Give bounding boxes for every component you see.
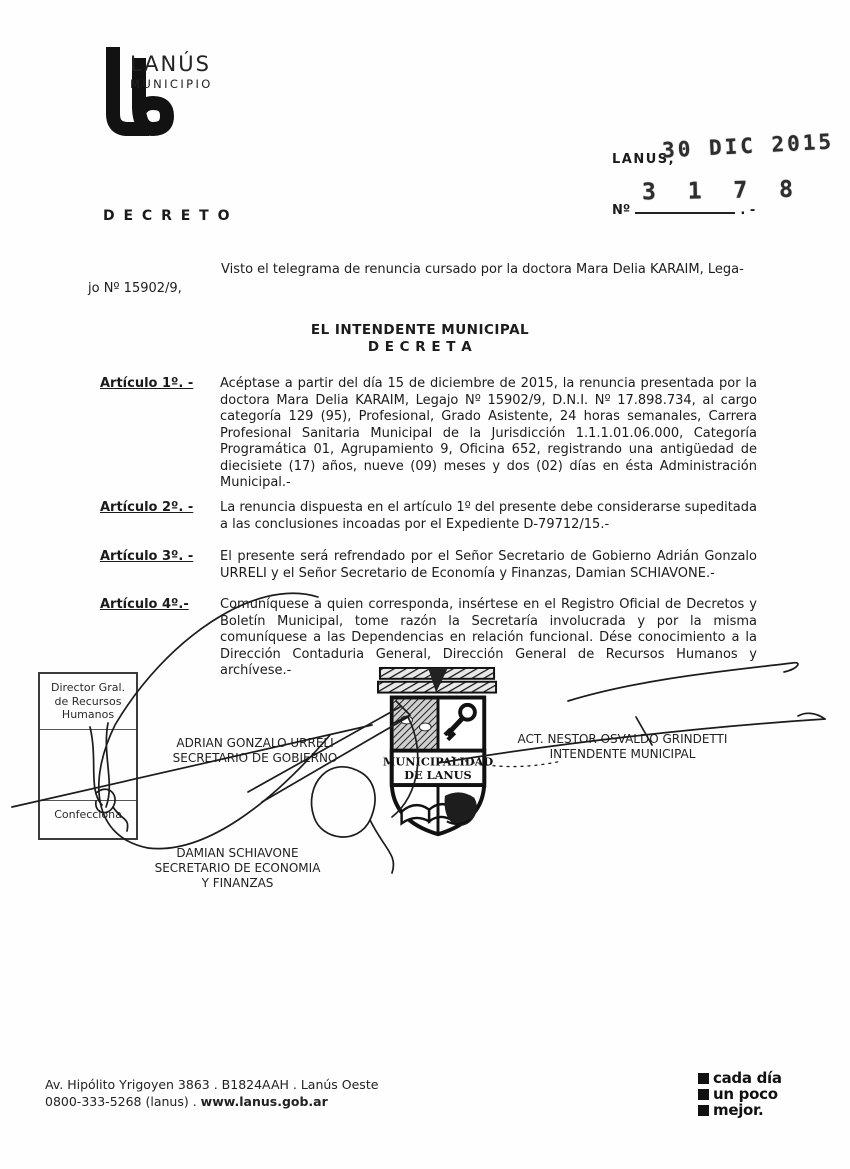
routing-box-office: [40, 674, 136, 722]
signatory-title: SECRETARIO DE ECONOMIA: [154, 861, 321, 875]
signatory-title: INTENDENTE MUNICIPAL: [549, 747, 696, 761]
brand-name: LANÚS: [130, 52, 211, 76]
routing-box: [38, 672, 138, 840]
slogan-row-1: [698, 1070, 782, 1086]
routing-box-line-1: Director Gral.: [50, 681, 126, 694]
article-1-label: Artículo 1º. -: [100, 376, 194, 391]
signatory-name: ADRIAN GONZALO URRELI: [176, 736, 334, 750]
municipal-coat-of-arms: [374, 666, 502, 848]
decreta-heading-line-2: D E C R E T A: [367, 339, 473, 355]
decree-number-stamp: 3 1 7 8: [641, 176, 803, 206]
routing-box-line-2: de Recursos: [54, 694, 122, 708]
signature-secretario-economia: [130, 846, 345, 891]
brand-text: [130, 52, 213, 91]
footer-phone: 0800-333-5268 (lanus) .: [45, 1094, 201, 1109]
slogan-square-icon: [698, 1089, 709, 1100]
slogan-row-3: [698, 1102, 782, 1118]
slogan-square-icon: [698, 1073, 709, 1084]
slogan-line-1: cada día: [713, 1069, 782, 1087]
routing-box-line-3: Humanos: [61, 708, 115, 721]
footer-address: [45, 1076, 378, 1110]
article-3-label: Artículo 3º. -: [100, 549, 194, 564]
seal-band-line-2: DE LANUS: [404, 768, 472, 783]
slogan-line-3: mejor.: [713, 1101, 764, 1119]
slogan-row-2: [698, 1086, 782, 1102]
footer-address-line-1: Av. Hipólito Yrigoyen 3863 . B1824AAH . Lanús Oeste: [45, 1077, 379, 1092]
signatory-title: SECRETARIO DE GOBIERNO: [172, 751, 338, 765]
footer-address-line-2: [45, 1093, 378, 1110]
document-title: D E C R E T O: [103, 208, 232, 224]
seal-band-line-1: MUNICIPALIDAD: [382, 754, 494, 769]
preamble-line-2: jo Nº 15902/9,: [88, 281, 182, 296]
article-4-label: Artículo 4º.-: [100, 597, 189, 612]
signatory-title-line-2: Y FINANZAS: [201, 876, 274, 890]
article-3-body: El presente será refrendado por el Señor Secretario de Gobierno Adrián Gonzalo URRELI y el Señor Secretario de Economía y Finanzas, Damian SCHIAVONE.-: [220, 549, 757, 581]
slogan-block: [698, 1070, 782, 1118]
article-2-body: La renuncia dispuesta en el artículo 1º del presente debe considerarse supeditada a las conclusiones incoadas por el Expediente D-79712/15.-: [220, 500, 757, 532]
footer-website: www.lanus.gob.ar: [200, 1094, 328, 1109]
number-suffix: . -: [740, 203, 756, 218]
article-1-body: Acéptase a partir del día 15 de diciembre de 2015, la renuncia presentada por la doctora Mara Delia KARAIM, Legajo Nº 15902/9, D.N.I. Nº 17.898.734, al cargo categoría 129 (95), Profesional, Grado Asistente, 24 horas semanales, Carrera Profesional Sanitaria Municipal de la Jurisdicción 1.1.1.01.06.000, Categoría Programática 01, Agrupamiento 9, Oficina 652, registrando una antigüedad de diecisiete (17) años, nueve (09) meses y dos (02) días en ésta Administración Municipal.-: [220, 376, 757, 490]
signatory-name: ACT. NESTOR OSVALDO GRINDETTI: [517, 732, 728, 746]
signatory-name: DAMIAN SCHIAVONE: [176, 846, 299, 860]
date-stamp: 30 DIC 2015: [661, 129, 835, 163]
article-4-body: Comuníquese a quien corresponda, insértese en el Registro Oficial de Decretos y Boletín Municipal, tome razón la Secretaría involucrada y por la misma comuníquese a las Dependencias en relación funcional. Dése conocimiento a la Dirección Contaduria General, Dirección General de Recursos Humanos y archívese.-: [220, 597, 757, 678]
seal-banner: [378, 668, 496, 693]
signature-intendente: [495, 732, 750, 762]
decreta-heading: [280, 322, 560, 356]
article-2-label: Artículo 2º. -: [100, 500, 194, 515]
place-label: LANUS,: [612, 152, 676, 167]
routing-box-confecciona-label: Confecciona: [54, 808, 122, 821]
routing-box-divider-bottom: [40, 800, 136, 801]
slogan-line-2: un poco: [713, 1085, 778, 1103]
signature-secretario-gobierno: [150, 736, 360, 766]
number-label: Nº: [612, 203, 631, 218]
decreta-heading-line-1: EL INTENDENTE MUNICIPAL: [310, 322, 530, 338]
routing-box-divider-top: [40, 729, 136, 730]
preamble-line-1: Visto el telegrama de renuncia cursado por la doctora Mara Delia KARAIM, Lega-: [221, 262, 744, 277]
brand-subtitle: MUNICIPIO: [130, 77, 213, 91]
slogan-square-icon: [698, 1105, 709, 1116]
